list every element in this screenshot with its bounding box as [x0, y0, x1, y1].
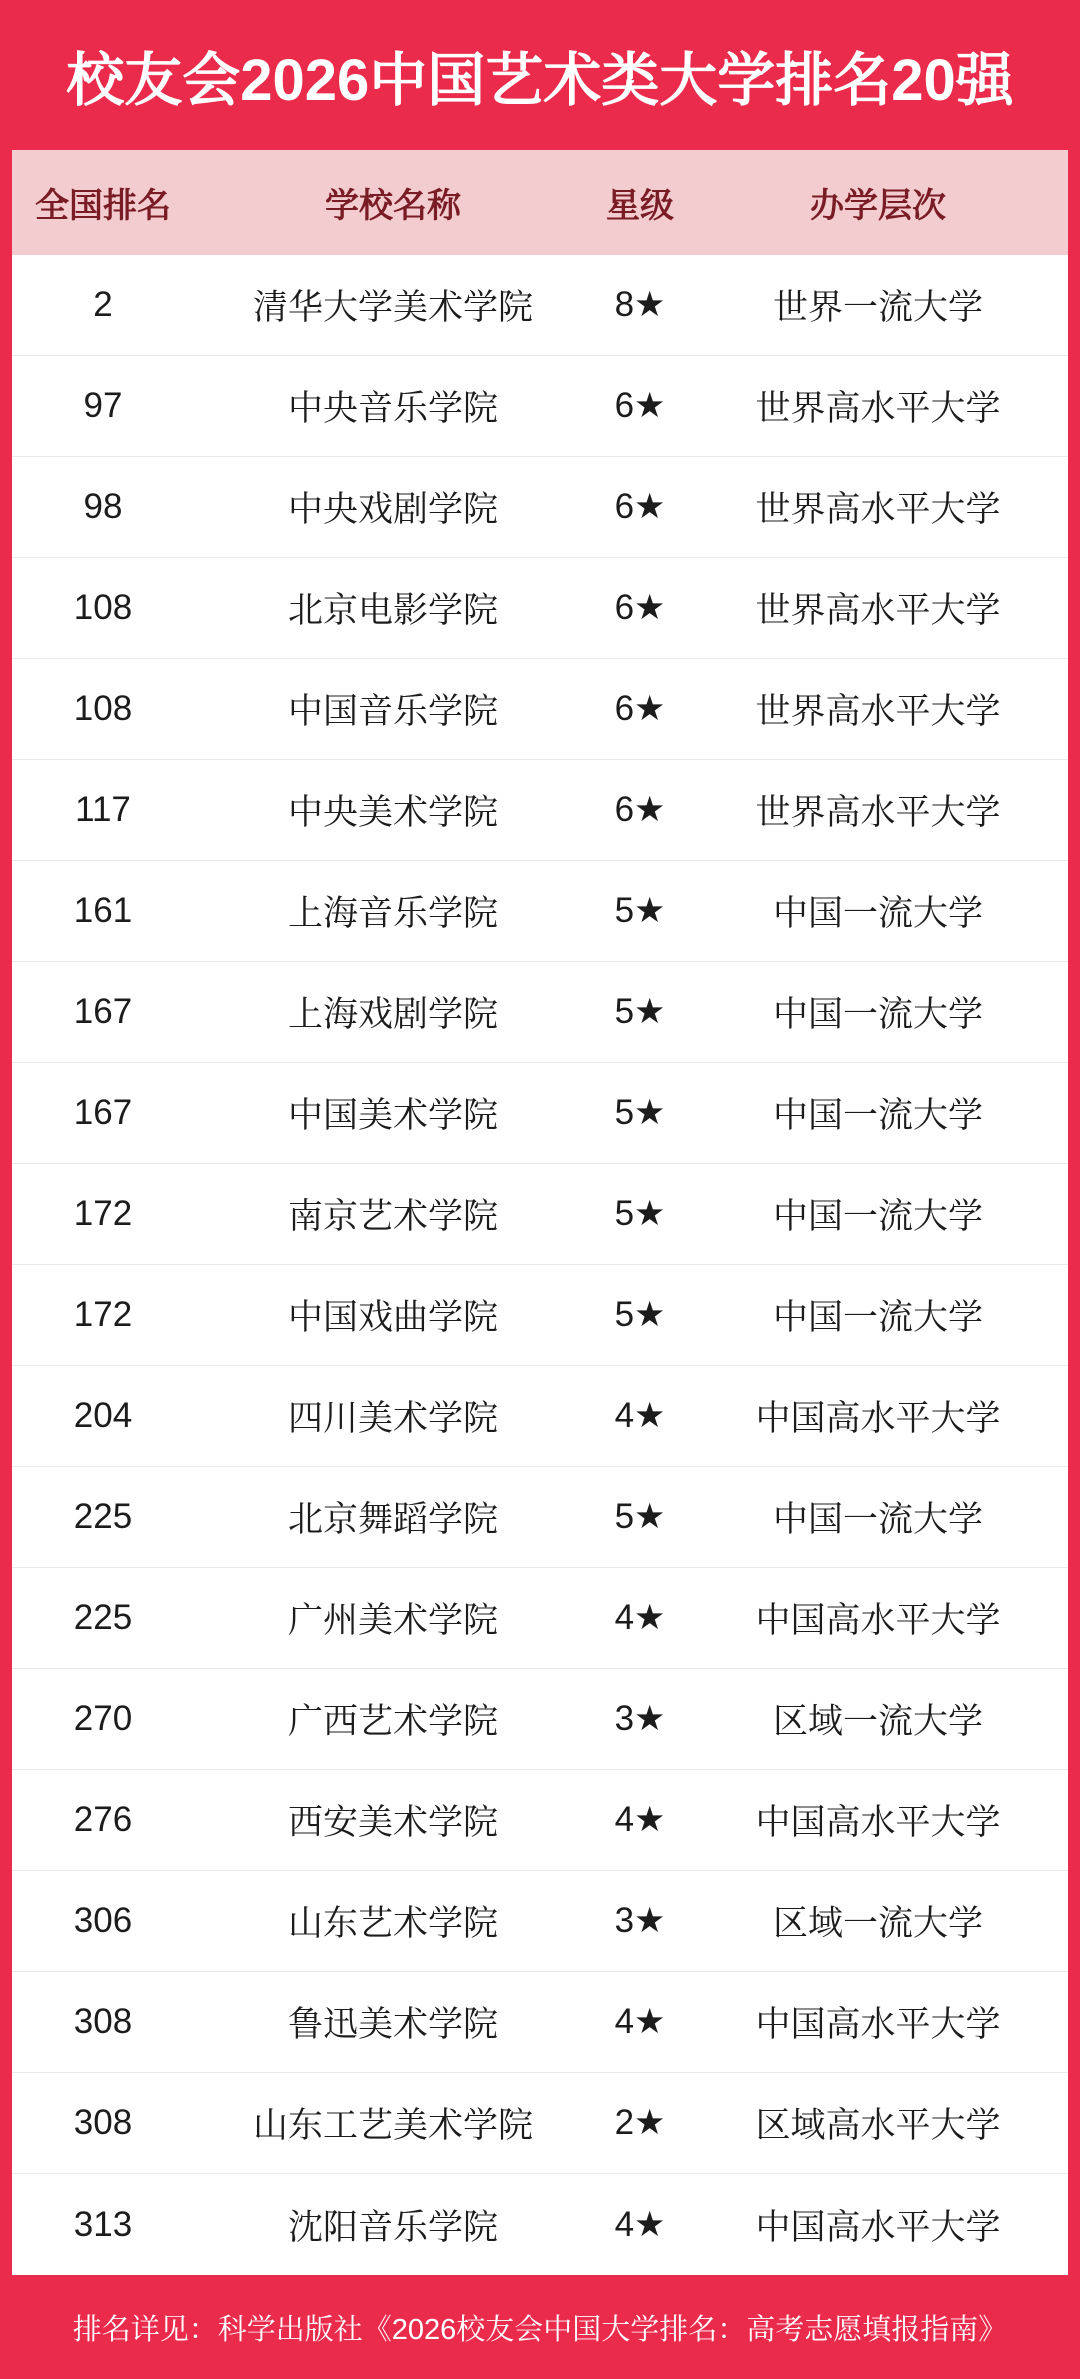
cell-level: 中国高水平大学 [755, 2005, 1001, 2044]
table-row [12, 255, 1068, 356]
cell-rank: 108 [73, 588, 133, 627]
cell-rank: 204 [73, 1396, 133, 1435]
cell-school: 广州美术学院 [287, 1601, 498, 1640]
cell-level: 中国高水平大学 [755, 1601, 1001, 1640]
table-row [12, 1770, 1068, 1871]
cell-rank: 2 [93, 285, 113, 324]
cell-school: 四川美术学院 [287, 1399, 498, 1438]
cell-level: 中国一流大学 [772, 1096, 983, 1135]
cell-school: 中央音乐学院 [287, 389, 498, 428]
table-row [12, 356, 1068, 457]
cell-star: 6★ [614, 588, 666, 627]
cell-rank: 161 [73, 891, 133, 930]
cell-rank: 167 [73, 992, 133, 1031]
cell-school: 山东艺术学院 [287, 1904, 498, 1943]
cell-rank: 172 [73, 1194, 133, 1233]
table-row [12, 2073, 1068, 2174]
table-row [12, 457, 1068, 558]
cell-star: 5★ [614, 1093, 666, 1132]
cell-rank: 276 [73, 1800, 133, 1839]
cell-school: 广西艺术学院 [287, 1702, 498, 1741]
page-title: 校友会2026中国艺术类大学排名20强 [66, 48, 1014, 113]
table-row [12, 1972, 1068, 2073]
footer-band [0, 2275, 1080, 2379]
cell-school: 北京舞蹈学院 [287, 1500, 498, 1539]
cell-school: 中国戏曲学院 [287, 1298, 498, 1337]
cell-school: 清华大学美术学院 [252, 288, 533, 327]
cell-star: 5★ [614, 1295, 666, 1334]
cell-school: 中国美术学院 [287, 1096, 498, 1135]
cell-star: 4★ [614, 1800, 666, 1839]
table-row [12, 760, 1068, 861]
cell-school: 中央美术学院 [287, 793, 498, 832]
cell-school: 山东工艺美术学院 [252, 2106, 533, 2145]
cell-level: 中国高水平大学 [755, 1399, 1001, 1438]
cell-star: 8★ [614, 285, 666, 324]
cell-star: 6★ [614, 386, 666, 425]
cell-star: 5★ [614, 992, 666, 1031]
table-row [12, 1467, 1068, 1568]
table-header-row [12, 150, 1068, 255]
cell-rank: 97 [83, 386, 123, 425]
cell-school: 上海音乐学院 [287, 894, 498, 933]
cell-star: 4★ [614, 2002, 666, 2041]
cell-star: 6★ [614, 790, 666, 829]
cell-level: 世界高水平大学 [755, 692, 1001, 731]
cell-star: 4★ [614, 1396, 666, 1435]
cell-star: 5★ [614, 1194, 666, 1233]
cell-level: 中国高水平大学 [755, 1803, 1001, 1842]
cell-school: 鲁迅美术学院 [287, 2005, 498, 2044]
cell-rank: 225 [73, 1598, 133, 1637]
cell-star: 3★ [614, 1901, 666, 1940]
table-row [12, 962, 1068, 1063]
table-row [12, 1366, 1068, 1467]
cell-rank: 270 [73, 1699, 133, 1738]
cell-school: 北京电影学院 [287, 591, 498, 630]
cell-star: 6★ [614, 487, 666, 526]
header-cell-level: 办学层次 [810, 187, 946, 225]
cell-rank: 225 [73, 1497, 133, 1536]
cell-level: 世界一流大学 [772, 288, 983, 327]
header-cell-rank: 全国排名 [35, 187, 171, 225]
table-row [12, 1568, 1068, 1669]
cell-star: 2★ [614, 2103, 666, 2142]
cell-rank: 167 [73, 1093, 133, 1132]
cell-rank: 117 [75, 790, 131, 829]
title-band [0, 0, 1080, 150]
cell-rank: 308 [73, 2002, 133, 2041]
cell-star: 5★ [614, 1497, 666, 1536]
cell-school: 中国音乐学院 [287, 692, 498, 731]
cell-rank: 308 [73, 2103, 133, 2142]
cell-rank: 313 [73, 2204, 133, 2244]
table-row [12, 558, 1068, 659]
cell-level: 中国一流大学 [772, 894, 983, 933]
cell-rank: 98 [83, 487, 123, 526]
cell-school: 沈阳音乐学院 [287, 2207, 498, 2247]
cell-level: 世界高水平大学 [755, 490, 1001, 529]
table-row [12, 659, 1068, 760]
cell-level: 中国一流大学 [772, 1298, 983, 1337]
cell-level: 区域一流大学 [772, 1702, 983, 1741]
cell-star: 4★ [614, 1598, 666, 1637]
cell-level: 中国一流大学 [772, 1197, 983, 1236]
cell-star: 5★ [614, 891, 666, 930]
cell-rank: 108 [73, 689, 133, 728]
cell-level: 世界高水平大学 [755, 389, 1001, 428]
cell-level: 区域一流大学 [772, 1904, 983, 1943]
ranking-table [12, 150, 1068, 2275]
cell-school: 中央戏剧学院 [287, 490, 498, 529]
header-cell-school: 学校名称 [325, 187, 461, 225]
cell-level: 中国一流大学 [772, 1500, 983, 1539]
cell-school: 南京艺术学院 [287, 1197, 498, 1236]
cell-level: 世界高水平大学 [755, 793, 1001, 832]
cell-level: 区域高水平大学 [755, 2106, 1001, 2145]
table-row [12, 1063, 1068, 1164]
table-row [12, 861, 1068, 962]
header-cell-star: 星级 [606, 187, 674, 225]
table-row [12, 1164, 1068, 1265]
table-body [12, 255, 1068, 2275]
cell-star: 3★ [614, 1699, 666, 1738]
cell-level: 中国高水平大学 [755, 2207, 1001, 2247]
table-row [12, 1669, 1068, 1770]
cell-level: 中国一流大学 [772, 995, 983, 1034]
footer-note: 排名详见：科学出版社《2026校友会中国大学排名：高考志愿填报指南》 [72, 2313, 1008, 2346]
cell-rank: 306 [73, 1901, 133, 1940]
table-row [12, 1871, 1068, 1972]
cell-star: 4★ [614, 2204, 666, 2244]
cell-level: 世界高水平大学 [755, 591, 1001, 630]
table-row [12, 2174, 1068, 2275]
cell-school: 西安美术学院 [287, 1803, 498, 1842]
cell-school: 上海戏剧学院 [287, 995, 498, 1034]
table-row [12, 1265, 1068, 1366]
cell-star: 6★ [614, 689, 666, 728]
cell-rank: 172 [73, 1295, 133, 1334]
